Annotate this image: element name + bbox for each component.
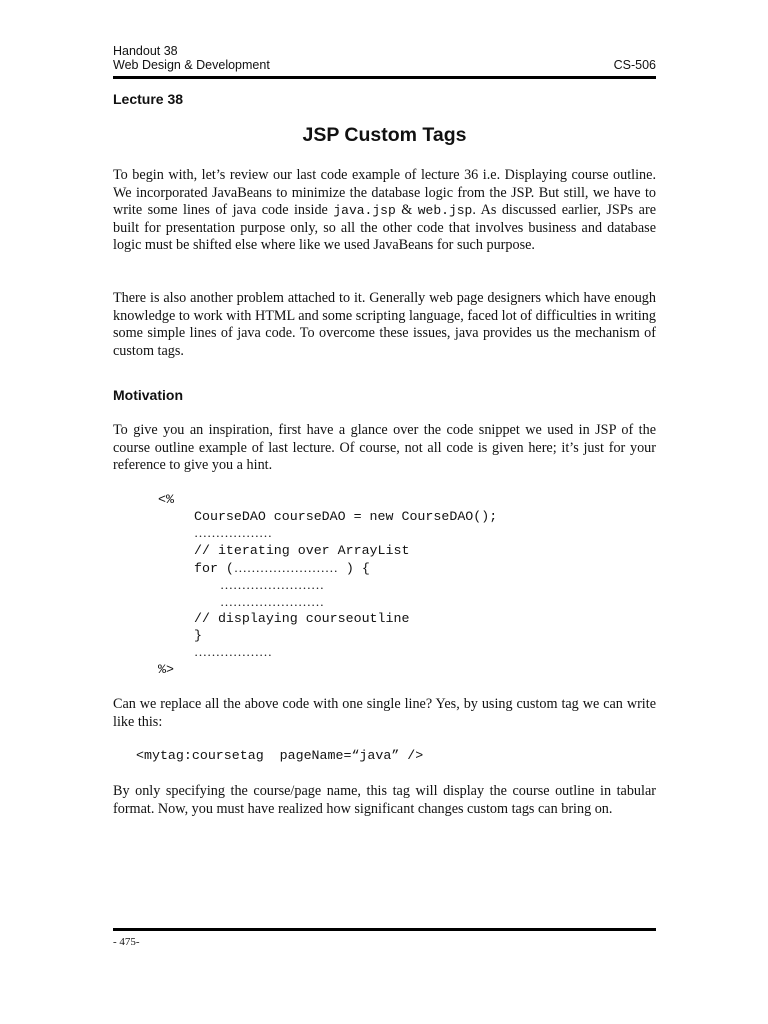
intro-text-a: To begin with, let’s review our last code example of lecture 36 i.e. Displaying course outline. We incorporated JavaBeans to minimize the database logic from the JSP. But still, we have to write some lines of java code inside [113, 167, 656, 218]
conclusion-paragraph: By only specifying the course/page name, this tag will display the course outline in tabular format. Now, you must have realized how significant changes custom tags can bring on. [113, 783, 656, 817]
code-ellipsis: ……………… [194, 644, 272, 659]
motivation-paragraph: To give you an inspiration, first have a glance over the code snippet we used in JSP of the course outline example of last lecture. Of course, not all code is given here; it’s just for your reference to give you a hint. [113, 422, 656, 473]
page-header [113, 44, 656, 72]
replace-paragraph: Can we replace all the above code with one single line? Yes, by using custom tag we can write like this: [113, 696, 656, 730]
custom-tag-example: <mytag:coursetag pageName=“java” /> [136, 748, 424, 763]
subject-label: Web Design & Development [113, 58, 270, 72]
code-inner-ellipsis: …………………… [220, 577, 324, 592]
course-code: CS-506 [613, 58, 656, 72]
code-close-tag: %> [158, 662, 174, 677]
code-for-keyword: for ( [194, 561, 234, 576]
code-line-dao: CourseDAO courseDAO = new CourseDAO(); [194, 509, 498, 524]
handout-label: Handout 38 [113, 44, 178, 58]
code-comment-iterating: // iterating over ArrayList [194, 543, 410, 558]
code-open-tag: <% [158, 492, 174, 507]
page-number: - 475- [113, 936, 140, 948]
intro-paragraph [113, 167, 656, 255]
code-close-brace: } [194, 628, 202, 643]
lecture-label: Lecture 38 [113, 91, 184, 107]
header-rule [113, 76, 656, 79]
intro-amp: & [395, 202, 418, 218]
problem-paragraph: There is also another problem attached to it. Generally web page designers which have enough knowledge to work with HTML and some scripting language, faced lot of difficulties in writing some simple lines of java code. To overcome these issues, java provides us the mechanism of custom tags. [113, 290, 656, 359]
code-ellipsis: ……………… [194, 525, 272, 540]
intro-code-web-jsp: web.jsp [417, 203, 473, 218]
code-for-line [194, 559, 370, 577]
code-for-end: ) { [337, 561, 370, 576]
motivation-heading: Motivation [113, 387, 183, 403]
intro-code-java-jsp: java.jsp [333, 203, 396, 218]
document-page [113, 0, 656, 1024]
code-comment-displaying: // displaying courseoutline [194, 611, 410, 626]
code-inner-ellipsis: …………………… [220, 594, 324, 609]
footer-rule [113, 928, 656, 931]
intro-text-b: . As discussed earlier, JSPs are built for presentation purpose only, so all the other code that involves business and database logic must be shifted else where like we used JavaBeans for such purpose. [113, 202, 656, 253]
code-for-ellipsis: …………………… [233, 560, 338, 575]
page-title: JSP Custom Tags [302, 124, 467, 146]
